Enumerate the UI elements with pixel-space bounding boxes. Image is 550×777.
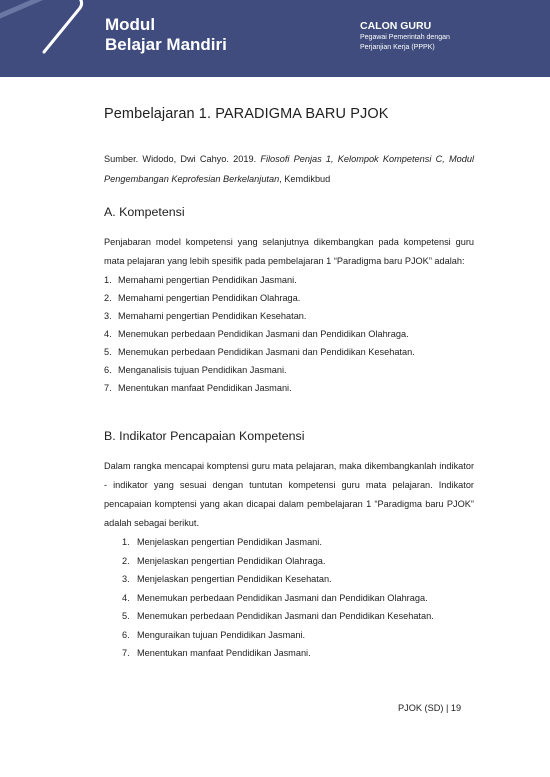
list-item: 4. Menemukan perbedaan Pendidikan Jasmani dan Pendidikan Olahraga. <box>122 592 428 603</box>
list-item: 5. Menemukan perbedaan Pendidikan Jasmani dan Pendidikan Kesehatan. <box>122 611 434 621</box>
indicator-list <box>104 533 474 663</box>
section-a-intro: Penjabaran model kompetensi yang selanjutnya dikembangkan pada kompetensi guru mata pelajaran yang lebih spesifik pada pembelajaran 1 “Paradigma baru PJOK” adalah: <box>104 237 474 266</box>
source-prefix: Sumber. Widodo, Dwi Cahyo. 2019. <box>104 154 261 164</box>
program-title: CALON GURU <box>360 20 432 32</box>
list-item: 6. Menguraikan tujuan Pendidikan Jasmani. <box>122 629 306 640</box>
list-item: 3. Menjelaskan pengertian Pendidikan Kesehatan. <box>122 574 332 584</box>
page-footer: PJOK (SD) | 19 <box>398 703 462 713</box>
section-a-heading: A. Kompetensi <box>104 205 185 219</box>
list-item: 5. Menemukan perbedaan Pendidikan Jasmani dan Pendidikan Kesehatan. <box>104 347 415 357</box>
program-subtitle-1: Pegawai Pemerintah dengan <box>360 34 450 41</box>
list-item: 7. Menentukan manfaat Pendidikan Jasmani. <box>104 383 292 393</box>
list-item: 7. Menentukan manfaat Pendidikan Jasmani. <box>122 648 311 658</box>
source-citation <box>104 149 474 189</box>
brand-line-1: Modul <box>105 15 156 34</box>
page-header <box>0 0 550 77</box>
list-item: 1. Memahami pengertian Pendidikan Jasmani. <box>104 275 297 285</box>
header-decoration-graphic <box>0 0 110 77</box>
competency-list <box>104 271 474 397</box>
program-subtitle-2: Perjanjian Kerja (PPPK) <box>360 44 435 51</box>
source-publisher: , Kemdikbud <box>279 174 331 184</box>
program-brand <box>360 20 450 52</box>
source-work-title: Filosofi Penjas 1, Kelompok Kompetensi C, Modul Pengembangan Keprofesian Berkelanjutan <box>104 154 474 184</box>
list-item: 3. Memahami pengertian Pendidikan Kesehatan. <box>104 311 307 321</box>
page-content <box>104 106 474 658</box>
section-indicators <box>104 429 474 663</box>
section-b-heading: B. Indikator Pencapaian Kompetensi <box>104 429 305 443</box>
list-item: 2. Menjelaskan pengertian Pendidikan Olahraga. <box>122 555 326 566</box>
list-item: 2. Memahami pengertian Pendidikan Olahraga. <box>104 293 301 303</box>
list-item: 6. Menganalisis tujuan Pendidikan Jasmani. <box>104 365 287 375</box>
module-brand <box>105 15 227 55</box>
brand-line-2: Belajar Mandiri <box>105 35 227 54</box>
section-b-intro: Dalam rangka mencapai komptensi guru mata pelajaran, maka dikembangkanlah indikator - indikator yang sesuai dengan tuntutan kompetensi guru mata pelajaran. Indikator pencapaian komptensi yang akan dicapai dalam pembelajaran 1 “Paradigma baru PJOK” adalah sebagai berikut. <box>104 461 474 528</box>
list-item: 1. Menjelaskan pengertian Pendidikan Jasmani. <box>122 537 322 547</box>
page-title: Pembelajaran 1. PARADIGMA BARU PJOK <box>104 106 389 122</box>
section-competency <box>104 205 474 397</box>
list-item: 4. Menemukan perbedaan Pendidikan Jasmani dan Pendidikan Olahraga. <box>104 329 409 339</box>
